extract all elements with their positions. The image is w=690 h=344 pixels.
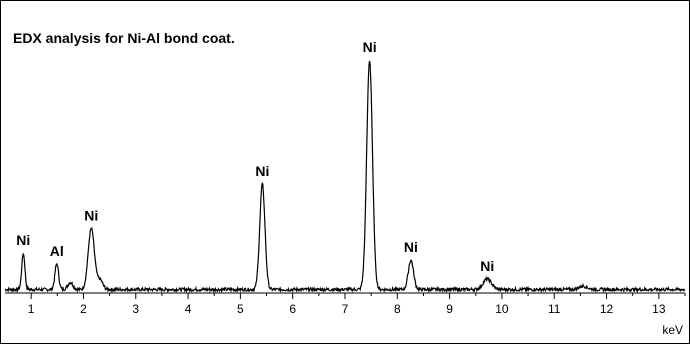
x-tick-label: 1 (27, 302, 35, 316)
x-tick-label: 9 (446, 302, 453, 316)
x-tick-label: 5 (237, 302, 244, 316)
peak-label: Ni (480, 257, 495, 274)
peak-label: Ni (403, 239, 418, 256)
x-tick-label: 6 (289, 302, 297, 316)
chart-title: EDX analysis for Ni-Al bond coat. (13, 30, 235, 46)
x-tick-label: 4 (184, 302, 192, 316)
x-tick-label: 2 (80, 302, 87, 316)
x-tick-label: 13 (652, 302, 666, 316)
peak-label: Ni (16, 232, 31, 249)
spectrum-line (5, 61, 685, 291)
x-tick-label: 3 (132, 302, 140, 316)
edx-spectrum-chart (1, 1, 689, 343)
x-tick-label: 7 (341, 302, 349, 316)
peak-labels (16, 39, 494, 274)
x-axis-ticks (28, 293, 685, 316)
x-tick-label: 11 (547, 302, 561, 316)
peak-label: Ni (255, 163, 270, 180)
x-tick-label: 12 (599, 302, 614, 316)
x-axis-unit-label: keV (662, 323, 683, 337)
peak-label: Ni (84, 207, 99, 224)
x-tick-label: 8 (393, 302, 401, 316)
peak-label: Ni (362, 39, 377, 56)
x-tick-label: 10 (495, 302, 509, 316)
peak-label: Al (49, 242, 64, 259)
